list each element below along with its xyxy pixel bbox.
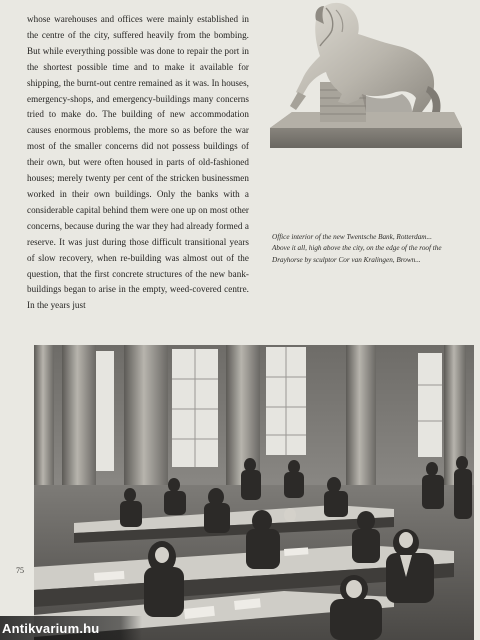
horse-sculpture-photo	[262, 0, 468, 152]
office-interior-photo	[34, 345, 474, 640]
watermark-logo: Antikvarium.hu	[0, 616, 142, 640]
page-number: 75	[16, 566, 24, 575]
photo-caption: Office interior of the new Twentsche Bank, Rotterdam... Above it all, high above the city, on the edge of the roof the Drayhorse by sculptor Cor van Kralingen, Brown...	[272, 233, 442, 264]
body-text-column: whose warehouses and offices were mainly established in the centre of the city, suffered heavily from the bombing. But while everything possible was done to repair the port in the shortest possible time and to make it available for shipping, the burnt-out centre remained as it was. In houses, emergency-shops, and emergency-buildings many concerns tried to make do. The building of new accommodation causes enormous problems, the more so as before the war most of the smaller concerns did not possess buildings of their own, but were often housed in parts of old-fashioned houses; merely twenty per cent of the stricken businessmen worked in their own buildings. Only the banks with a considerable capital behind them were one up on most other concerns, because during the war they had already formed a reserve. It was just during those difficult transitional years of slow recovery, when re-building was almost out of the question, that the first concrete structures of the new bank-buildings began to arise in the empty, weed-covered centre. In the years just	[27, 14, 249, 311]
